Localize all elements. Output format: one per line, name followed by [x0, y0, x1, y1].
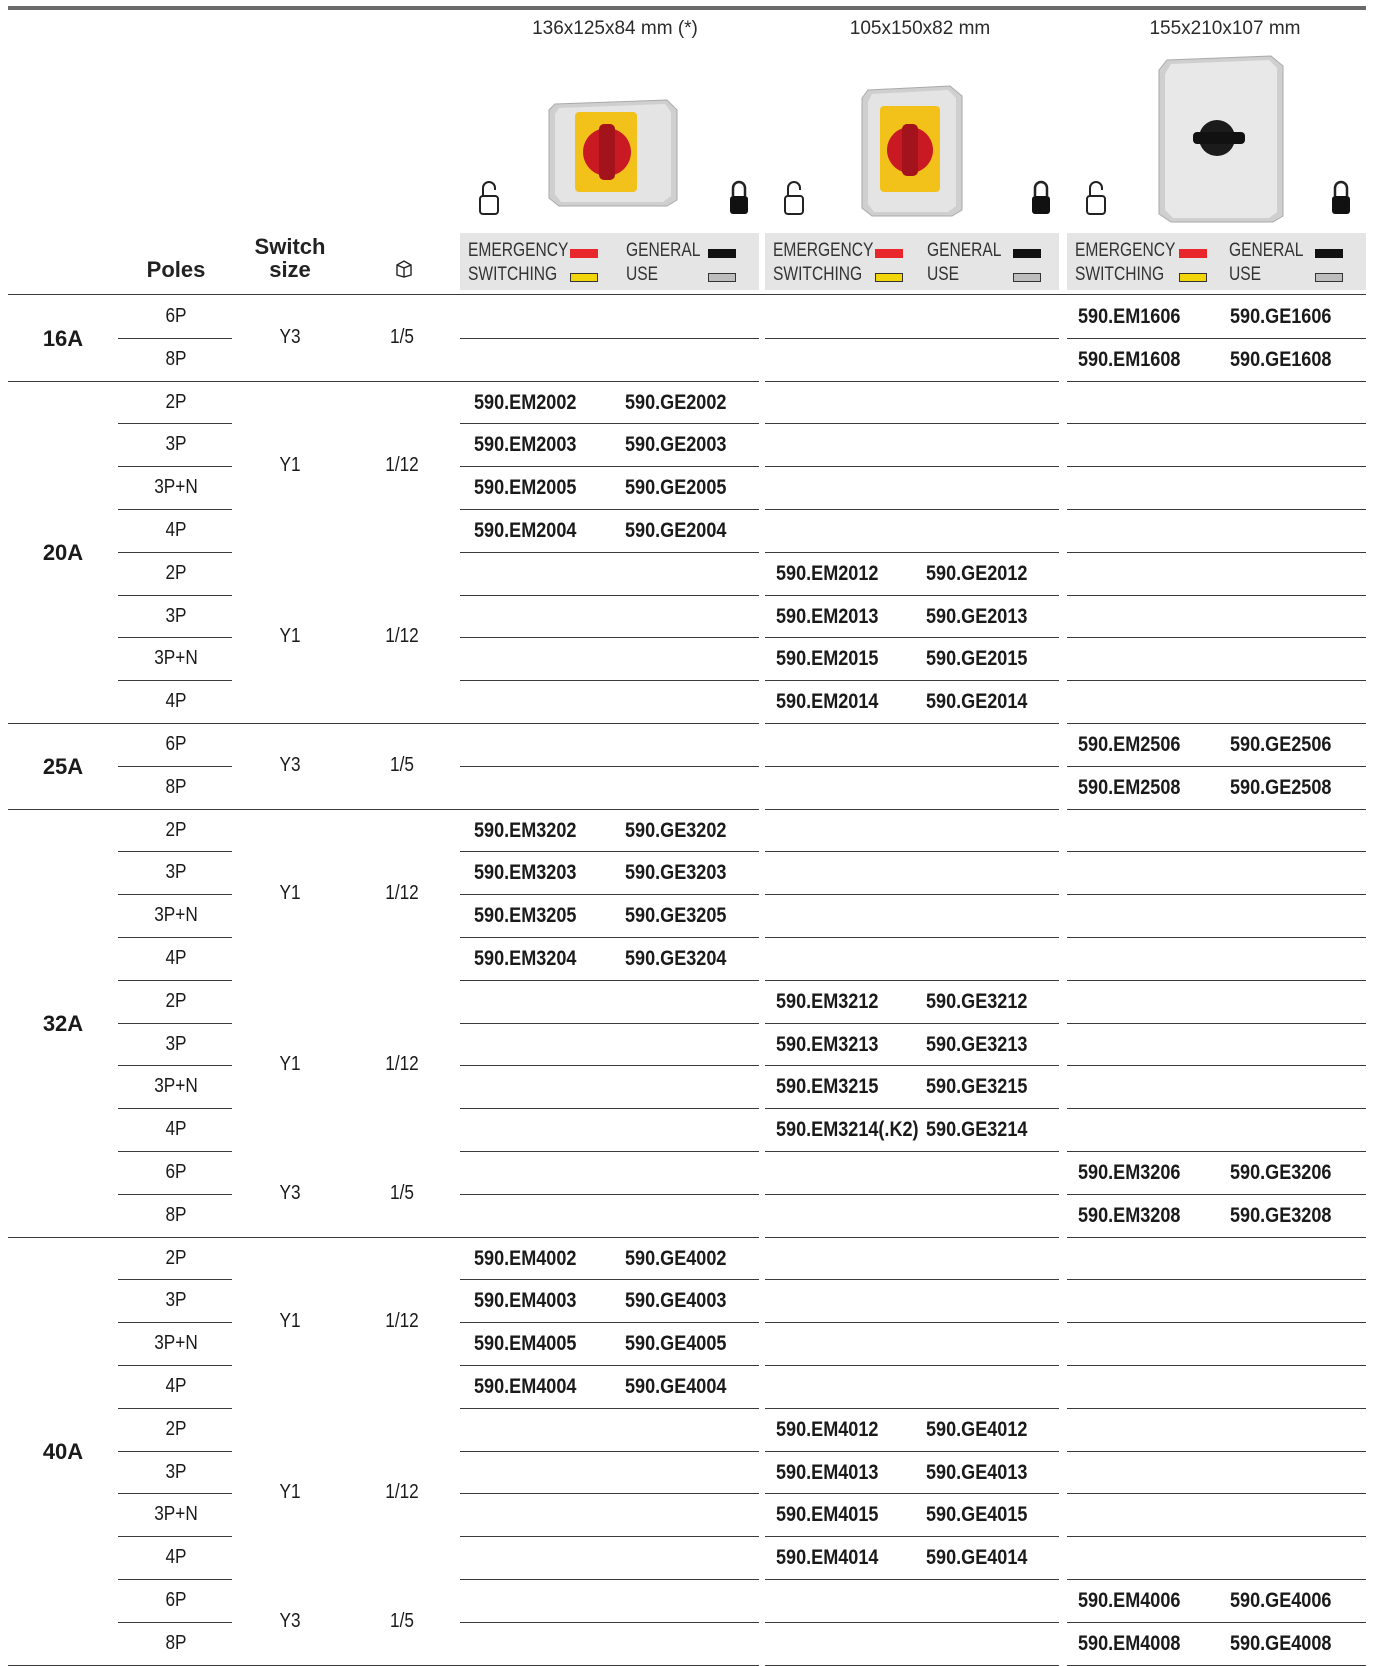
general-code: 590.GE2508 — [1230, 775, 1332, 799]
poles-rule — [118, 1451, 232, 1452]
general-code: 590.GE2004 — [625, 519, 727, 542]
general-code: 590.GE3205 — [625, 904, 727, 928]
switch-size-cell: Y1 — [279, 454, 301, 477]
poles-cell: 2P — [165, 561, 187, 584]
row-rule — [460, 809, 759, 810]
row-rule — [765, 1322, 1059, 1323]
row-rule — [1067, 1279, 1366, 1280]
pack-qty-cell: 1/12 — [385, 1053, 419, 1076]
enclosure-dims-1: 136x125x84 mm (*) — [532, 18, 698, 39]
general-code: 590.GE2002 — [625, 390, 727, 414]
general-code: 590.GE3202 — [625, 818, 727, 842]
row-rule — [765, 1622, 1059, 1623]
enclosure-dims-2: 105x150x82 mm — [849, 18, 991, 39]
legend-general: GENERAL — [1229, 240, 1304, 261]
group-rule — [8, 809, 460, 810]
poles-rule — [118, 1365, 232, 1366]
emergency-code: 590.EM3208 — [1078, 1203, 1181, 1227]
poles-cell: 3P+N — [154, 1332, 198, 1355]
poles-rule — [118, 894, 232, 895]
switch-size-cell: Y3 — [279, 1181, 301, 1204]
general-code: 590.GE3204 — [625, 947, 727, 970]
legend-use: USE — [927, 264, 960, 285]
poles-rule — [118, 1622, 232, 1623]
pack-qty-cell: 1/12 — [385, 1481, 419, 1504]
row-rule — [1067, 851, 1366, 852]
row-rule — [765, 723, 1059, 724]
row-rule — [460, 423, 759, 424]
legend-emergency: EMERGENCY — [773, 240, 874, 261]
row-rule — [1067, 1536, 1366, 1537]
row-rule — [460, 851, 759, 852]
row-rule — [460, 1451, 759, 1452]
row-rule — [1067, 381, 1366, 382]
pack-qty-cell: 1/12 — [385, 625, 419, 648]
poles-rule — [118, 851, 232, 852]
emergency-code: 590.EM4012 — [776, 1417, 879, 1441]
poles-cell: 3P+N — [154, 476, 198, 499]
legend-switching: SWITCHING — [468, 264, 558, 285]
poles-rule — [118, 1579, 232, 1580]
poles-rule — [118, 937, 232, 938]
poles-cell: 3P — [165, 604, 187, 627]
row-rule — [765, 1665, 1059, 1666]
row-rule — [765, 1237, 1059, 1238]
row-rule — [1067, 766, 1366, 767]
emergency-code: 590.EM4002 — [474, 1246, 577, 1270]
general-code: 590.GE4004 — [625, 1375, 727, 1398]
row-rule — [765, 1579, 1059, 1580]
row-rule — [1067, 1665, 1366, 1666]
padlock-closed-icon — [1030, 180, 1052, 216]
pack-qty-cell: 1/12 — [385, 454, 419, 477]
row-rule — [765, 1536, 1059, 1537]
padlock-closed-icon — [1330, 180, 1352, 216]
enclosure-photo-1 — [545, 90, 680, 215]
poles-cell: 3P+N — [154, 1075, 198, 1098]
swatch-black — [1315, 249, 1343, 258]
row-rule — [1067, 1322, 1366, 1323]
emergency-code: 590.EM3202 — [474, 818, 577, 842]
emergency-code: 590.EM3214(.K2) — [776, 1118, 919, 1142]
row-rule — [460, 1023, 759, 1024]
box-icon — [395, 258, 413, 278]
row-rule — [765, 1194, 1059, 1195]
group-rule — [8, 381, 460, 382]
switch-size-cell: Y1 — [279, 625, 301, 648]
emergency-code: 590.EM2004 — [474, 519, 577, 542]
emergency-code: 590.EM4015 — [776, 1503, 879, 1527]
general-code: 590.GE3213 — [926, 1032, 1028, 1056]
general-code: 590.GE2015 — [926, 647, 1028, 671]
swatch-black — [708, 249, 736, 258]
emergency-code: 590.EM3203 — [474, 861, 577, 885]
swatch-black — [1013, 249, 1041, 258]
general-code: 590.GE2003 — [625, 433, 727, 457]
legend-banner — [1067, 233, 1366, 290]
header-rule — [8, 294, 1366, 295]
row-rule — [1067, 723, 1366, 724]
row-rule — [460, 1108, 759, 1109]
poles-rule — [118, 1108, 232, 1109]
general-code: 590.GE3214 — [926, 1118, 1028, 1142]
row-rule — [1067, 338, 1366, 339]
poles-header: Poles — [146, 257, 206, 282]
switch-size-cell: Y3 — [279, 1609, 301, 1632]
swatch-red — [570, 249, 598, 258]
row-rule — [765, 595, 1059, 596]
poles-rule — [118, 1279, 232, 1280]
pack-qty-cell: 1/5 — [390, 1181, 414, 1204]
amperage-label: 32A — [42, 1010, 84, 1036]
row-rule — [460, 980, 759, 981]
poles-rule — [118, 1536, 232, 1537]
group-rule — [8, 1237, 460, 1238]
row-rule — [1067, 552, 1366, 553]
poles-cell: 4P — [165, 1375, 187, 1397]
poles-rule — [118, 509, 232, 510]
emergency-code: 590.EM2002 — [474, 390, 577, 414]
emergency-code: 590.EM2013 — [776, 604, 879, 628]
poles-cell: 8P — [165, 347, 187, 370]
row-rule — [765, 466, 1059, 467]
poles-rule — [118, 1151, 232, 1152]
row-rule — [1067, 1023, 1366, 1024]
row-rule — [765, 338, 1059, 339]
poles-rule — [118, 595, 232, 596]
poles-cell: 6P — [165, 1161, 187, 1183]
row-rule — [460, 1194, 759, 1195]
poles-rule — [118, 466, 232, 467]
poles-cell: 6P — [165, 1589, 187, 1611]
general-code: 590.GE3203 — [625, 861, 727, 885]
row-rule — [460, 723, 759, 724]
poles-rule — [118, 552, 232, 553]
poles-rule — [118, 1023, 232, 1024]
switch-size-cell: Y1 — [279, 1053, 301, 1076]
row-rule — [765, 637, 1059, 638]
row-rule — [765, 1108, 1059, 1109]
row-rule — [460, 1237, 759, 1238]
poles-cell: 6P — [165, 733, 187, 755]
poles-rule — [118, 1493, 232, 1494]
amperage-label: 25A — [42, 753, 84, 779]
switch-size-header-line1: Switch — [254, 234, 326, 259]
poles-rule — [118, 766, 232, 767]
swatch-yellow — [570, 273, 598, 282]
switch-size-cell: Y3 — [279, 753, 301, 776]
general-code: 590.GE4006 — [1230, 1589, 1332, 1612]
swatch-red — [1179, 249, 1207, 258]
swatch-grey — [1315, 273, 1343, 282]
general-code: 590.GE4005 — [625, 1332, 727, 1356]
row-rule — [765, 809, 1059, 810]
poles-cell: 4P — [165, 947, 187, 969]
emergency-code: 590.EM2015 — [776, 647, 879, 671]
row-rule — [765, 1451, 1059, 1452]
switch-size-cell: Y1 — [279, 1310, 301, 1333]
general-code: 590.GE2014 — [926, 690, 1028, 714]
row-rule — [1067, 1108, 1366, 1109]
row-rule — [765, 423, 1059, 424]
emergency-code: 590.EM1606 — [1078, 305, 1181, 328]
poles-cell: 2P — [165, 818, 187, 841]
row-rule — [1067, 1065, 1366, 1066]
row-rule — [460, 509, 759, 510]
row-rule — [1067, 1579, 1366, 1580]
row-rule — [1067, 1408, 1366, 1409]
general-code: 590.GE2013 — [926, 604, 1028, 628]
row-rule — [460, 381, 759, 382]
legend-banner — [765, 233, 1059, 290]
row-rule — [460, 637, 759, 638]
row-rule — [460, 1536, 759, 1537]
group-rule — [8, 723, 460, 724]
poles-rule — [118, 1322, 232, 1323]
legend-general: GENERAL — [927, 240, 1002, 261]
row-rule — [765, 509, 1059, 510]
enclosure-photo-3 — [1153, 50, 1288, 230]
switch-size-cell: Y1 — [279, 1481, 301, 1504]
emergency-code: 590.EM2005 — [474, 476, 577, 500]
poles-cell: 4P — [165, 1546, 187, 1569]
emergency-code: 590.EM2508 — [1078, 775, 1181, 799]
row-rule — [460, 937, 759, 938]
legend-general: GENERAL — [626, 240, 701, 261]
emergency-code: 590.EM2012 — [776, 561, 879, 585]
row-rule — [460, 1151, 759, 1152]
amperage-label: 20A — [42, 539, 84, 565]
row-rule — [1067, 1237, 1366, 1238]
emergency-code: 590.EM4005 — [474, 1332, 577, 1356]
row-rule — [765, 1365, 1059, 1366]
legend-emergency: EMERGENCY — [468, 240, 569, 261]
switch-size-cell: Y3 — [279, 325, 301, 348]
general-code: 590.GE1608 — [1230, 347, 1332, 371]
poles-cell: 3P+N — [154, 647, 198, 670]
row-rule — [460, 1408, 759, 1409]
legend-use: USE — [1229, 264, 1262, 285]
switch-size-header-line2: size — [269, 257, 311, 282]
poles-rule — [118, 338, 232, 339]
emergency-code: 590.EM3215 — [776, 1075, 879, 1099]
row-rule — [1067, 937, 1366, 938]
row-rule — [765, 980, 1059, 981]
general-code: 590.GE2005 — [625, 476, 727, 500]
row-rule — [1067, 509, 1366, 510]
row-rule — [1067, 680, 1366, 681]
general-code: 590.GE4012 — [926, 1417, 1028, 1441]
pack-qty-cell: 1/5 — [390, 753, 414, 776]
row-rule — [460, 894, 759, 895]
row-rule — [460, 338, 759, 339]
row-rule — [460, 595, 759, 596]
row-rule — [1067, 423, 1366, 424]
general-code: 590.GE2506 — [1230, 733, 1332, 756]
row-rule — [765, 1065, 1059, 1066]
row-rule — [1067, 980, 1366, 981]
emergency-code: 590.EM3204 — [474, 947, 577, 970]
poles-cell: 3P+N — [154, 904, 198, 927]
row-rule — [1067, 637, 1366, 638]
general-code: 590.GE2012 — [926, 561, 1028, 585]
row-rule — [460, 1493, 759, 1494]
row-rule — [765, 1408, 1059, 1409]
emergency-code: 590.EM3206 — [1078, 1161, 1181, 1184]
enclosure-photo-2 — [858, 80, 968, 225]
legend-use: USE — [626, 264, 659, 285]
padlock-open-icon — [783, 180, 805, 216]
general-code: 590.GE4015 — [926, 1503, 1028, 1527]
pack-qty-cell: 1/12 — [385, 882, 419, 905]
general-code: 590.GE4003 — [625, 1289, 727, 1313]
row-rule — [765, 1151, 1059, 1152]
emergency-code: 590.EM3213 — [776, 1032, 879, 1056]
row-rule — [765, 1493, 1059, 1494]
row-rule — [1067, 466, 1366, 467]
emergency-code: 590.EM4013 — [776, 1460, 879, 1484]
general-code: 590.GE3215 — [926, 1075, 1028, 1099]
poles-cell: 3P — [165, 1289, 187, 1312]
row-rule — [460, 1322, 759, 1323]
poles-rule — [118, 423, 232, 424]
emergency-code: 590.EM3205 — [474, 904, 577, 928]
poles-cell: 3P — [165, 433, 187, 456]
poles-rule — [118, 1194, 232, 1195]
row-rule — [460, 1365, 759, 1366]
emergency-code: 590.EM4004 — [474, 1375, 577, 1398]
row-rule — [765, 1023, 1059, 1024]
poles-rule — [118, 980, 232, 981]
emergency-code: 590.EM1608 — [1078, 347, 1181, 371]
row-rule — [460, 1622, 759, 1623]
row-rule — [1067, 809, 1366, 810]
row-rule — [1067, 1151, 1366, 1152]
row-rule — [460, 1279, 759, 1280]
swatch-red — [875, 249, 903, 258]
row-rule — [460, 1665, 759, 1666]
poles-cell: 6P — [165, 305, 187, 327]
legend-emergency: EMERGENCY — [1075, 240, 1176, 261]
top-rule — [8, 6, 1366, 10]
swatch-yellow — [875, 273, 903, 282]
row-rule — [1067, 1622, 1366, 1623]
swatch-grey — [708, 273, 736, 282]
poles-cell: 8P — [165, 775, 187, 798]
row-rule — [460, 466, 759, 467]
row-rule — [765, 851, 1059, 852]
emergency-code: 590.EM4008 — [1078, 1631, 1181, 1655]
pack-qty-cell: 1/5 — [390, 325, 414, 348]
padlock-open-icon — [1085, 180, 1107, 216]
emergency-code: 590.EM3212 — [776, 989, 879, 1013]
row-rule — [460, 552, 759, 553]
group-rule — [8, 1665, 460, 1666]
legend-banner — [460, 233, 759, 290]
row-rule — [765, 1279, 1059, 1280]
poles-rule — [118, 680, 232, 681]
poles-cell: 3P+N — [154, 1503, 198, 1526]
general-code: 590.GE4014 — [926, 1546, 1028, 1570]
row-rule — [765, 680, 1059, 681]
row-rule — [765, 766, 1059, 767]
poles-cell: 2P — [165, 1417, 187, 1440]
general-code: 590.GE4002 — [625, 1246, 727, 1270]
legend-switching: SWITCHING — [1075, 264, 1165, 285]
poles-cell: 2P — [165, 989, 187, 1012]
row-rule — [460, 1579, 759, 1580]
row-rule — [765, 894, 1059, 895]
row-rule — [460, 1065, 759, 1066]
row-rule — [765, 937, 1059, 938]
general-code: 590.GE3206 — [1230, 1161, 1332, 1184]
emergency-code: 590.EM4014 — [776, 1546, 879, 1570]
poles-cell: 4P — [165, 690, 187, 713]
row-rule — [460, 680, 759, 681]
poles-cell: 3P — [165, 1460, 187, 1483]
swatch-yellow — [1179, 273, 1207, 282]
poles-rule — [118, 637, 232, 638]
row-rule — [1067, 1451, 1366, 1452]
swatch-grey — [1013, 273, 1041, 282]
poles-cell: 8P — [165, 1203, 187, 1226]
amperage-label: 40A — [42, 1438, 84, 1464]
enclosure-dims-3: 155x210x107 mm — [1149, 18, 1301, 39]
row-rule — [460, 766, 759, 767]
row-rule — [1067, 595, 1366, 596]
switch-size-cell: Y1 — [279, 882, 301, 905]
poles-cell: 2P — [165, 1246, 187, 1269]
poles-cell: 8P — [165, 1631, 187, 1654]
pack-qty-cell: 1/5 — [390, 1609, 414, 1632]
row-rule — [1067, 1365, 1366, 1366]
poles-cell: 4P — [165, 519, 187, 541]
emergency-code: 590.EM2506 — [1078, 733, 1181, 756]
poles-rule — [118, 1408, 232, 1409]
poles-cell: 3P — [165, 1032, 187, 1055]
padlock-closed-icon — [728, 180, 750, 216]
emergency-code: 590.EM2014 — [776, 690, 879, 714]
pack-qty-cell: 1/12 — [385, 1310, 419, 1333]
general-code: 590.GE4013 — [926, 1460, 1028, 1484]
general-code: 590.GE1606 — [1230, 305, 1332, 328]
poles-cell: 2P — [165, 390, 187, 413]
legend-switching: SWITCHING — [773, 264, 863, 285]
poles-rule — [118, 1065, 232, 1066]
emergency-code: 590.EM4006 — [1078, 1589, 1181, 1612]
poles-cell: 3P — [165, 861, 187, 884]
poles-cell: 4P — [165, 1118, 187, 1141]
row-rule — [1067, 894, 1366, 895]
row-rule — [765, 381, 1059, 382]
general-code: 590.GE3212 — [926, 989, 1028, 1013]
padlock-open-icon — [478, 180, 500, 216]
amperage-label: 16A — [42, 325, 84, 351]
emergency-code: 590.EM2003 — [474, 433, 577, 457]
row-rule — [765, 552, 1059, 553]
row-rule — [1067, 1194, 1366, 1195]
general-code: 590.GE3208 — [1230, 1203, 1332, 1227]
emergency-code: 590.EM4003 — [474, 1289, 577, 1313]
general-code: 590.GE4008 — [1230, 1631, 1332, 1655]
row-rule — [1067, 1493, 1366, 1494]
